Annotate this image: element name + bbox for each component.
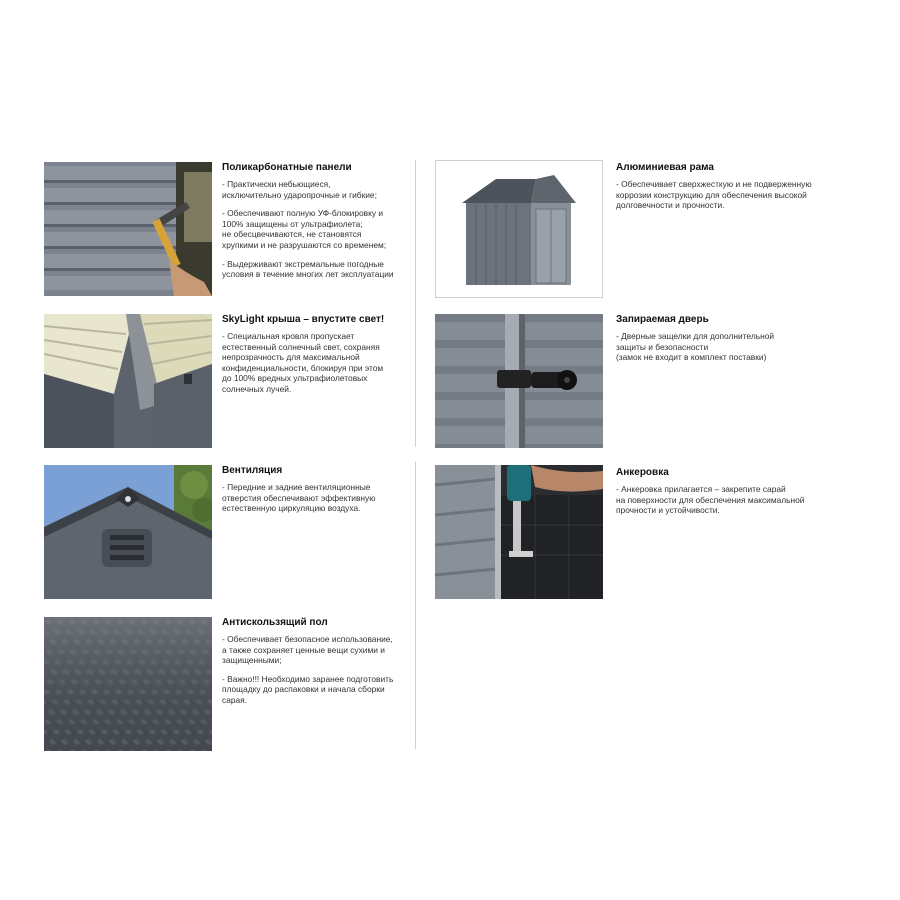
feature-title: SkyLight крыша – впустите свет!: [222, 314, 385, 325]
anchoring-photo: [435, 465, 603, 599]
feature-skylight-roof: [44, 314, 414, 448]
feature-description: [222, 179, 412, 288]
lockable-door-photo: [435, 314, 603, 448]
feature-anchoring: [435, 465, 865, 599]
skylight-roof-photo: [44, 314, 212, 448]
aluminum-frame-photo: [435, 160, 603, 298]
polycarbonate-panels-photo: [44, 162, 212, 296]
column-divider-left-lower: [415, 462, 416, 749]
feature-title: Вентиляция: [222, 465, 283, 476]
feature-description: [616, 179, 841, 219]
feature-paragraph: - Обеспечивают полную УФ-блокировку и 100% защищены от ультрафиолета; не обесцвечиваются, не становятся хрупкими и не разрушаются со временем;: [222, 208, 387, 250]
feature-ventilation: [44, 465, 414, 599]
feature-title: Анкеровка: [616, 467, 669, 478]
feature-paragraph: - Дверные защелки для дополнительной защиты и безопасности (замок не входит в комплект поставки): [616, 331, 775, 363]
column-divider-left: [415, 160, 416, 447]
feature-title: Антискользящий пол: [222, 617, 328, 628]
feature-paragraph: - Выдерживают экстремальные погодные условия в течение многих лет эксплуатации: [222, 258, 394, 280]
feature-paragraph: - Обеспечивает безопасное использование, а также сохраняет ценные вещи сухими и защищенными;: [222, 634, 393, 666]
feature-title: Поликарбонатные панели: [222, 162, 352, 173]
feature-paragraph: - Анкеровка прилагается – закрепите сарай на поверхности для обеспечения максимальной прочности и устойчивости.: [616, 484, 805, 516]
ventilation-photo: [44, 465, 212, 599]
feature-aluminum-frame: [435, 160, 865, 298]
feature-paragraph: - Специальная кровля пропускает естественный солнечный свет, сохраняя непрозрачность для максимальной конфиденциальности, блокируя при этом до 100% вредных ультрафиолетовых солнечных лучей.: [222, 331, 384, 394]
feature-title: Алюминиевая рама: [616, 162, 714, 173]
feature-description: [222, 331, 412, 403]
feature-paragraph: - Практически небьющиеся, исключительно ударопрочные и гибкие;: [222, 179, 377, 200]
feature-anti-slip-floor: [44, 617, 414, 751]
feature-description: [616, 484, 841, 524]
feature-lockable-door: [435, 314, 865, 448]
feature-description: [222, 482, 412, 522]
feature-description: [222, 634, 412, 714]
feature-paragraph: - Важно!!! Необходимо заранее подготовить площадку до распаковки и начала сборки сарая.: [222, 673, 394, 705]
feature-paragraph: - Передние и задние вентиляционные отверстия обеспечивают эффективную естественную циркуляцию воздуха.: [222, 482, 376, 514]
feature-polycarbonate-panels: [44, 162, 414, 298]
feature-paragraph: - Обеспечивает сверхжесткую и не подверженную коррозии конструкцию для обеспечения высокой долговечности и прочности.: [616, 179, 812, 211]
anti-slip-floor-photo: [44, 617, 212, 751]
feature-title: Запираемая дверь: [616, 314, 709, 325]
feature-description: [616, 331, 841, 371]
